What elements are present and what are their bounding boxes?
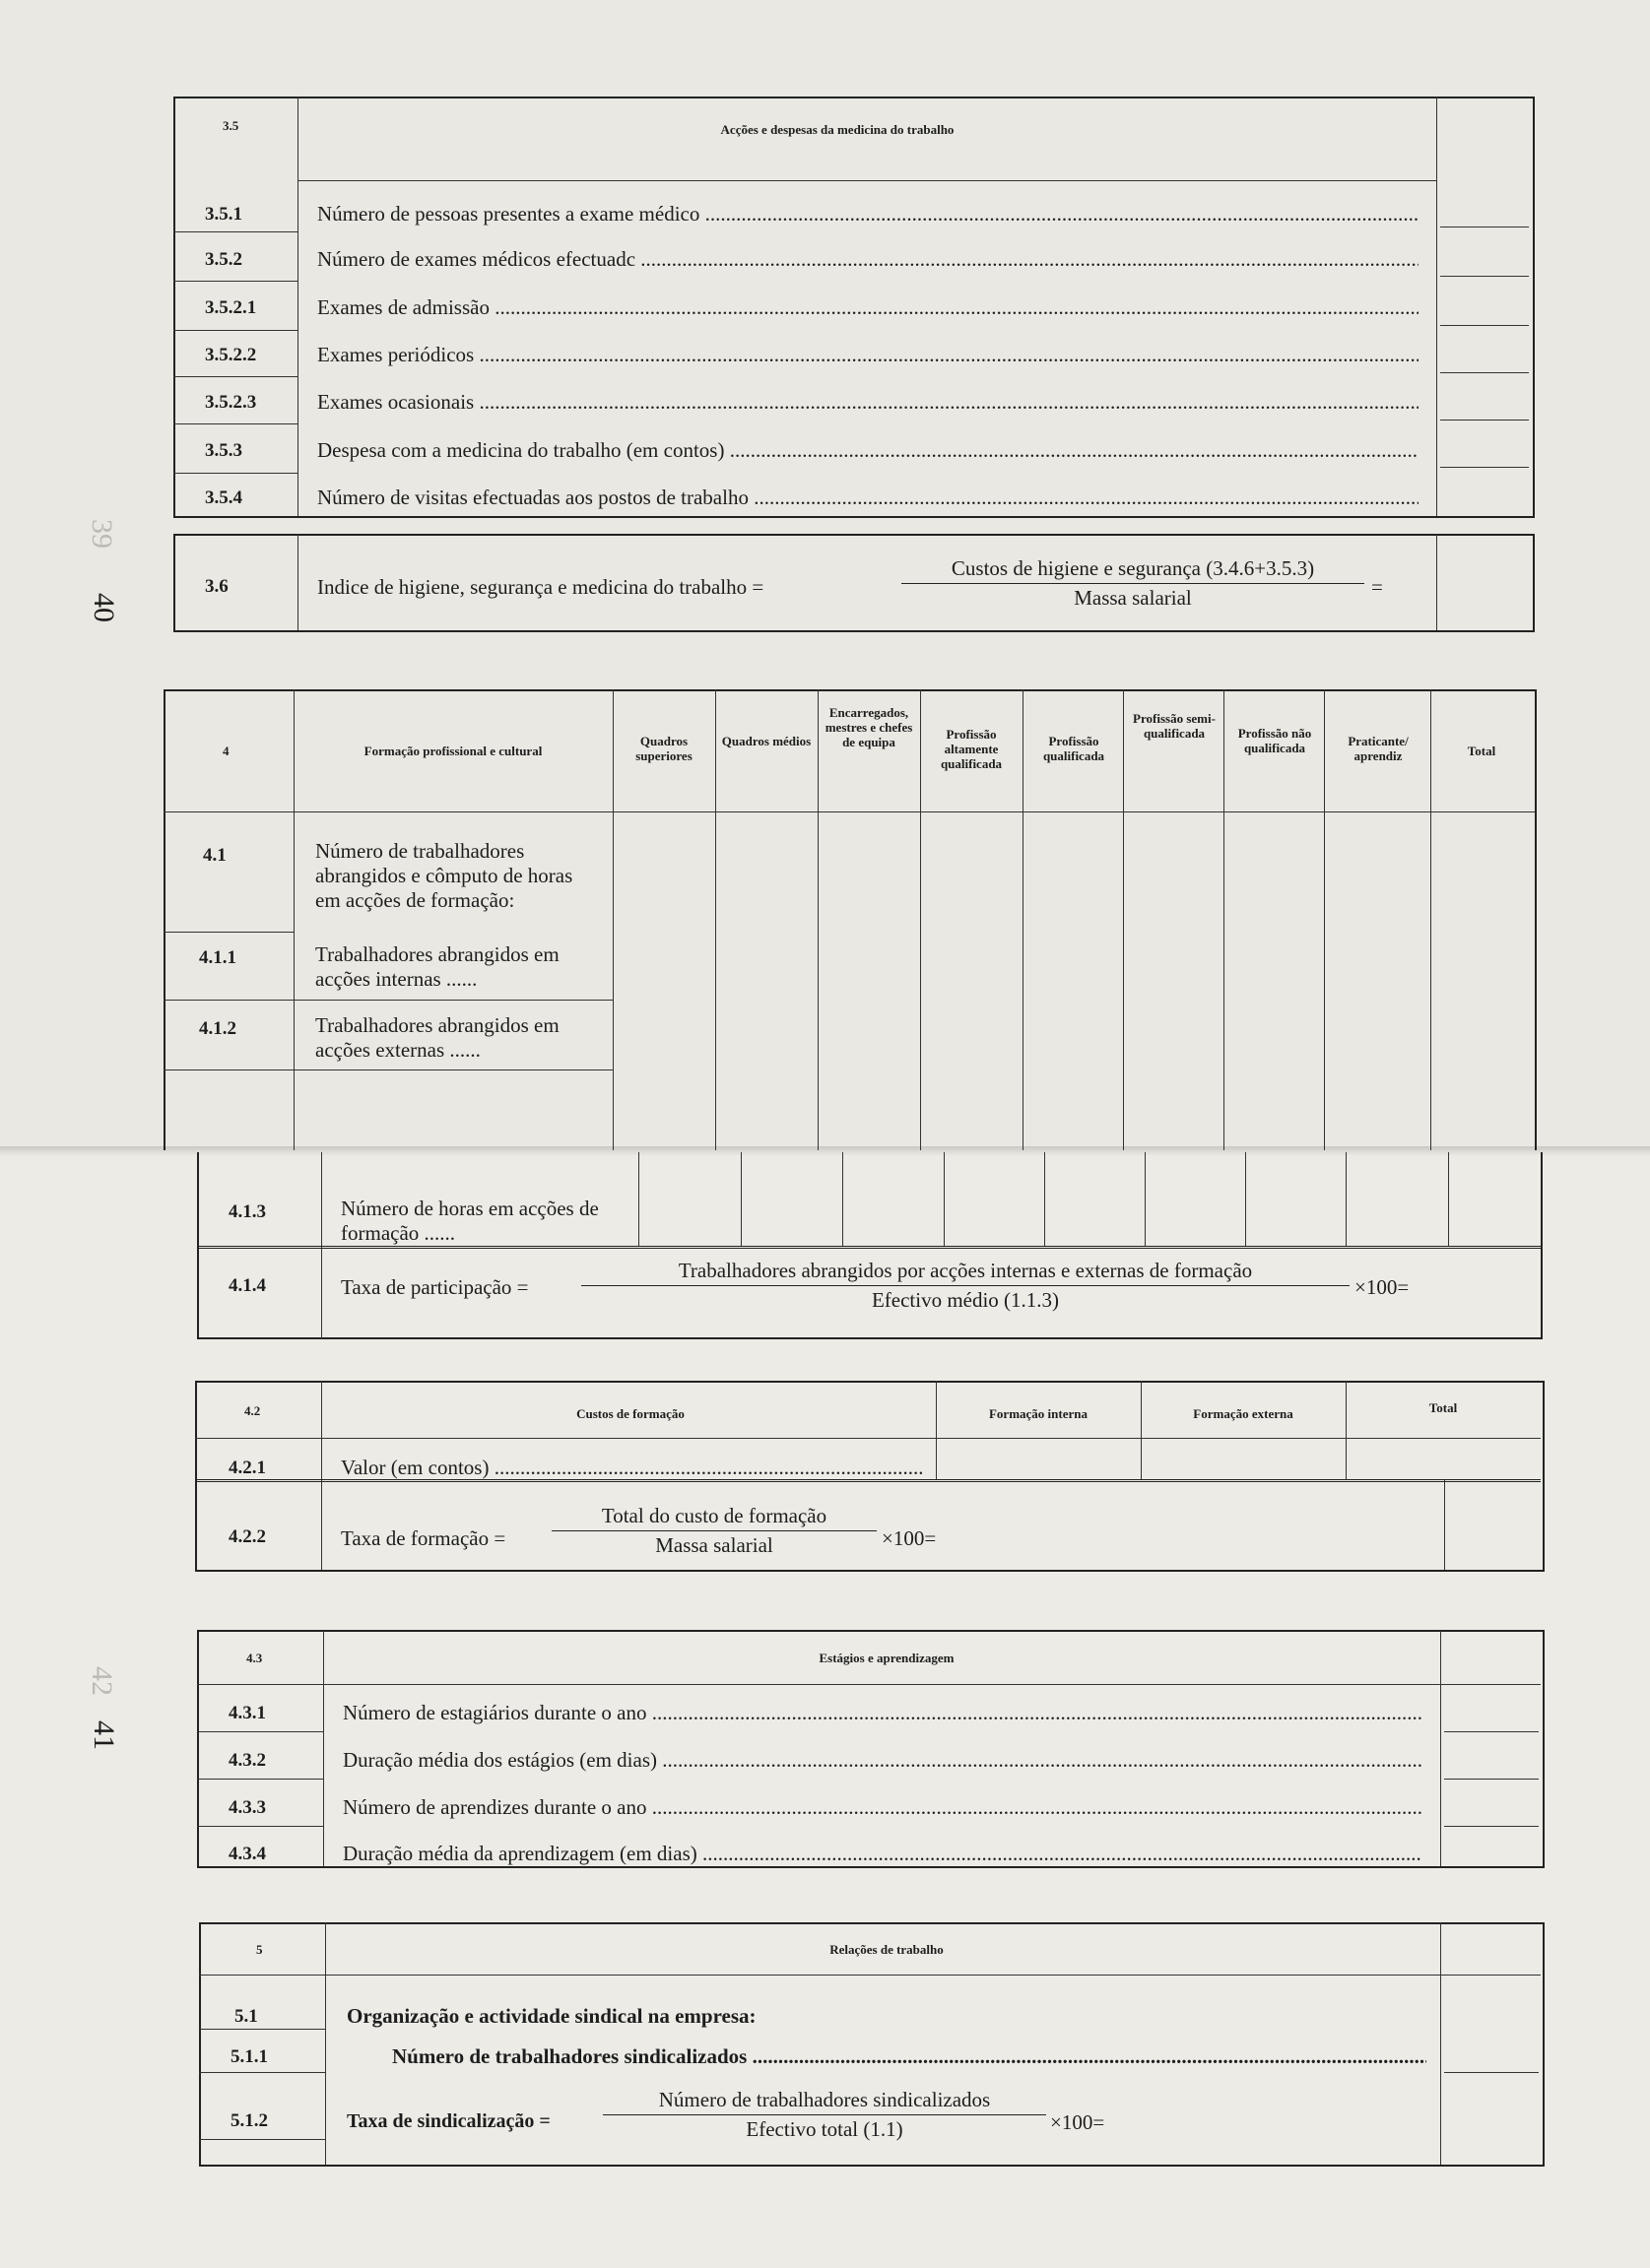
column-header: Total xyxy=(1428,1400,1458,1415)
row-label: Número de pessoas presentes a exame médico ..... xyxy=(317,202,1419,227)
formula-fraction xyxy=(603,2088,1046,2142)
denominator: Efectivo médio (1.1.3) xyxy=(871,1288,1060,1312)
row-code: 3.5.3 xyxy=(205,440,242,461)
row-code: 4.1.4 xyxy=(229,1275,266,1296)
column-header: Formação interna xyxy=(988,1406,1088,1421)
row-label: Valor (em contos) ..... xyxy=(341,1456,922,1480)
row-label: Número de trabalhadores abrangidos e cômputo de horas em acções de formação: xyxy=(315,839,573,912)
formula-suffix: = xyxy=(1371,575,1383,599)
formula-fraction xyxy=(901,556,1364,611)
formula-label: Taxa de sindicalização = xyxy=(347,2110,551,2132)
row-code: 4.3.2 xyxy=(229,1750,266,1771)
section-code: 4.3 xyxy=(246,1651,263,1665)
row-label: Duração média da aprendizagem (em dias) ..... xyxy=(343,1842,1422,1866)
row-code: 3.5.4 xyxy=(205,487,242,508)
row-label: Despesa com a medicina do trabalho (em contos) ..... xyxy=(317,438,1419,463)
denominator: Massa salarial xyxy=(1074,586,1192,610)
row-label: Duração média dos estágios (em dias) ..... xyxy=(343,1748,1422,1773)
section-code: 4.2 xyxy=(244,1403,261,1418)
section-code: 3.5 xyxy=(223,118,239,133)
row-code: 3.5.2 xyxy=(205,249,242,270)
row-label: Número de trabalhadores sindicalizados ..... xyxy=(392,2044,1426,2069)
row-label: Número de aprendizes durante o ano ..... xyxy=(343,1795,1422,1820)
section-title: Acções e despesas da medicina do trabalho xyxy=(720,122,955,137)
formula-fraction xyxy=(552,1504,877,1558)
row-code: 5.1.1 xyxy=(231,2046,268,2067)
formula-suffix: ×100= xyxy=(1050,2110,1105,2134)
row-label: Número de estagiários durante o ano ..... xyxy=(343,1701,1422,1725)
row-code: 4.3.4 xyxy=(229,1844,266,1864)
section-title: Formação profissional e cultural xyxy=(363,744,543,758)
row-code: 3.5.2.1 xyxy=(205,297,257,318)
row-code: 4.2.1 xyxy=(229,1458,266,1478)
row-code: 5.1 xyxy=(234,2006,258,2027)
row-label: Número de exames médicos efectuadc ..... xyxy=(317,247,1419,272)
formula-suffix: ×100= xyxy=(1354,1275,1410,1299)
formula-label: Taxa de formação = xyxy=(341,1526,506,1550)
row-code: 4.1.2 xyxy=(199,1018,236,1039)
row-label: Trabalhadores abrangidos em acções externas ...... xyxy=(315,1013,560,1062)
row-code: 3.5.2.3 xyxy=(205,392,257,413)
section-code: 5 xyxy=(256,1942,263,1957)
row-code: 3.5.2.2 xyxy=(205,345,257,365)
section-title: Estágios e aprendizagem xyxy=(819,1651,955,1665)
page-number-ghost-right: 42 xyxy=(86,1666,118,1696)
row-code: 3.5.1 xyxy=(205,204,242,225)
column-header: Total xyxy=(1467,744,1496,758)
column-header: Profissão qualificada xyxy=(1042,734,1105,763)
row-code: 3.6 xyxy=(205,576,229,597)
column-header: Profissão semi-qualificada xyxy=(1133,711,1216,741)
numerator: Trabalhadores abrangidos por acções internas e externas de formação xyxy=(678,1259,1253,1282)
page-number-ghost-left: 39 xyxy=(86,519,118,549)
column-header: Encarregados, mestres e chefes de equipa xyxy=(825,705,913,749)
section-code: 4 xyxy=(223,744,230,758)
column-header: Profissão altamente qualificada xyxy=(940,727,1003,771)
formula-label: Indice de higiene, segurança e medicina do trabalho = xyxy=(317,575,764,599)
row-code: 4.3.1 xyxy=(229,1703,266,1723)
column-header: Quadros médios xyxy=(721,734,812,748)
section-title: Relações de trabalho xyxy=(829,1942,944,1957)
formula-fraction xyxy=(581,1259,1350,1313)
numerator: Número de trabalhadores sindicalizados xyxy=(658,2088,991,2111)
row-code: 5.1.2 xyxy=(231,2110,268,2131)
formula-label: Taxa de participação = xyxy=(341,1275,529,1299)
row-code: 4.1.3 xyxy=(229,1201,266,1222)
row-label: Organização e actividade sindical na empresa: xyxy=(347,2004,757,2028)
formula-suffix: ×100= xyxy=(882,1526,937,1550)
denominator: Efectivo total (1.1) xyxy=(746,2117,903,2141)
row-label: Exames ocasionais ..... xyxy=(317,390,1419,415)
row-code: 4.1 xyxy=(203,845,227,866)
page-number-left: 40 xyxy=(88,593,120,622)
column-header: Profissão não qualificada xyxy=(1237,726,1312,755)
row-label: Número de visitas efectuadas aos postos de trabalho ..... xyxy=(317,486,1419,510)
row-code: 4.2.2 xyxy=(229,1526,266,1547)
section-title: Custos de formação xyxy=(576,1406,685,1421)
row-label: Exames de admissão ..... xyxy=(317,295,1419,320)
row-label: Trabalhadores abrangidos em acções internas ...... xyxy=(315,942,560,991)
column-header: Formação externa xyxy=(1193,1406,1293,1421)
row-code: 4.3.3 xyxy=(229,1797,266,1818)
column-header: Quadros superiores xyxy=(635,734,693,763)
denominator: Massa salarial xyxy=(655,1533,773,1557)
row-label: Exames periódicos ..... xyxy=(317,343,1419,367)
numerator: Total do custo de formação xyxy=(601,1504,827,1527)
numerator: Custos de higiene e segurança (3.4.6+3.5.3) xyxy=(951,556,1315,580)
row-code: 4.1.1 xyxy=(199,947,236,968)
page-number-right: 41 xyxy=(88,1720,120,1750)
column-header: Praticante/ aprendiz xyxy=(1348,734,1409,763)
row-label: Número de horas em acções de formação ...... xyxy=(341,1197,599,1245)
